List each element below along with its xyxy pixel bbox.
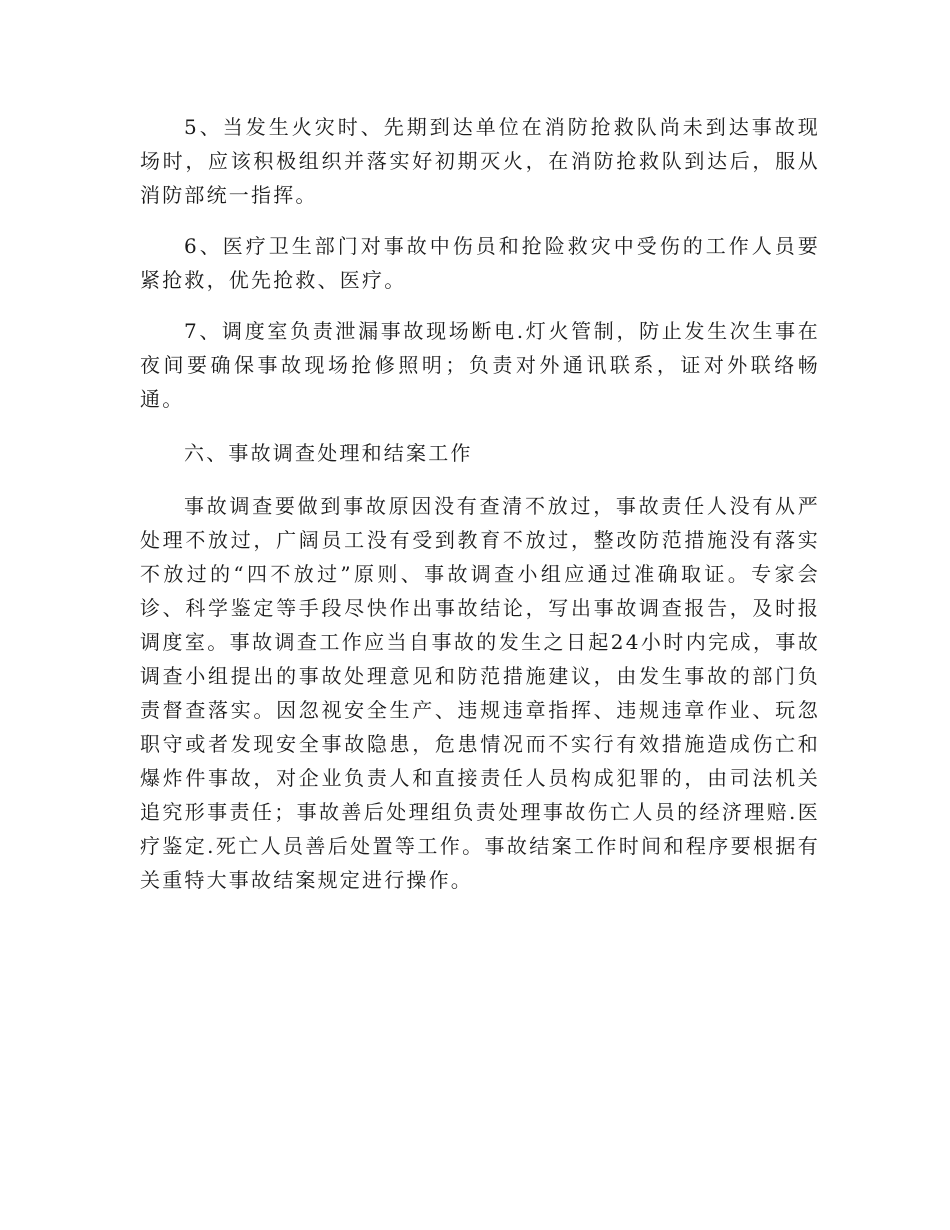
- section-heading-investigation: 六、事故调查处理和结案工作: [184, 441, 473, 465]
- paragraph-medical-rescue: 6、医疗卫生部门对事故中伤员和抢险救灾中受伤的工作人员要紧抢救，优先抢救、医疗。: [140, 234, 820, 292]
- paragraph-dispatch-room: 7、调度室负责泄漏事故现场断电.灯火管制，防止发生次生事在夜间要确保事故现场抢修照明；负责对外通讯联系，证对外联络畅通。: [140, 319, 820, 411]
- paragraph-investigation-details: 事故调查要做到事故原因没有查清不放过，事故责任人没有从严处理不放过，广阔员工没有受到教育不放过，整改防范措施没有落实不放过的“四不放过”原则、事故调查小组应通过准确取证。专家会诊、科学鉴定等手段尽快作出事故结论，写出事故调查报告，及时报调度室。事故调查工作应当自事故的发生之日起24小时内完成，事故调查小组提出的事故处理意见和防范措施建议，由发生事故的部门负责督查落实。因忽视安全生产、违规违章指挥、违规违章作业、玩忽职守或者发现安全事故隐患，危患情况而不实行有效措施造成伤亡和爆炸件事故，对企业负责人和直接责任人员构成犯罪的，由司法机关追究形事责任；事故善后处理组负责处理事故伤亡人员的经济理赔.医疗鉴定.死亡人员善后处置等工作。事故结案工作时间和程序要根据有关重特大事故结案规定进行操作。: [140, 494, 820, 892]
- document-body: [140, 110, 820, 897]
- paragraph-fire-response: 5、当发生火灾时、先期到达单位在消防抢救队尚未到达事故现场时，应该积极组织并落实好初期灭火，在消防抢救队到达后，服从消防部统一指挥。: [140, 115, 820, 207]
